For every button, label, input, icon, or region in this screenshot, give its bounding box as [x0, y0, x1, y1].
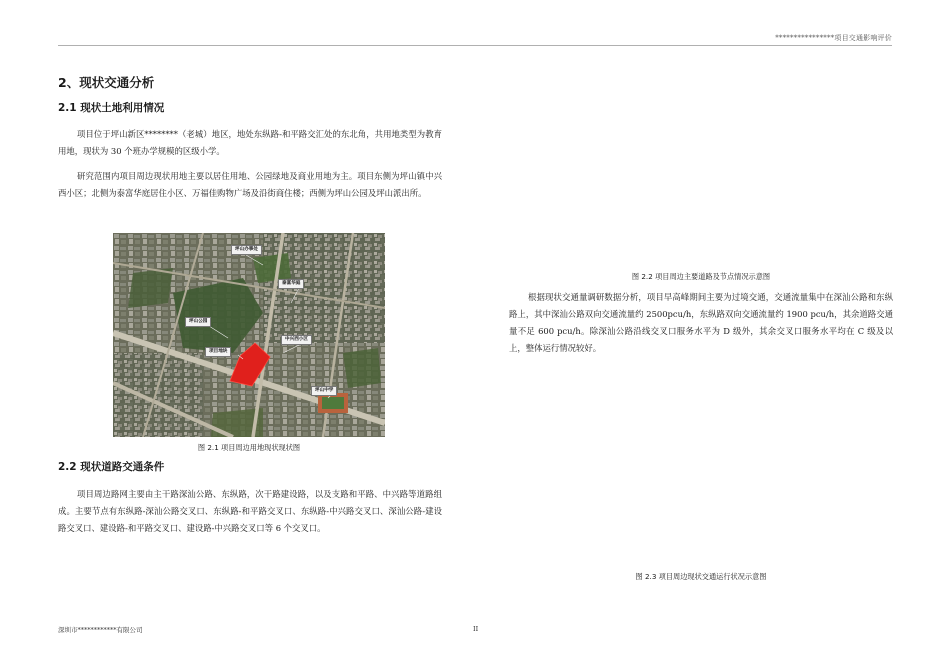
figure-2-1-caption: 图 2.1 项目周边用地现状现状图	[197, 443, 301, 452]
map-label-park: 坪山公园	[185, 317, 211, 327]
paragraph-land-use-1: 项目位于坪山新区********（老城）地区，地处东纵路-和平路交汇处的东北角，共用地类型为教育用地，现状为 30 个班办学规模的区级小学。	[58, 129, 442, 156]
satellite-map-figure	[113, 233, 385, 437]
section-title-2-2: 2.2 现状道路交通条件	[58, 461, 165, 473]
chapter-title: 2、现状交通分析	[58, 75, 155, 90]
paragraph-traffic-analysis: 根据现状交通量调研数据分析，项目早高峰期间主要为过境交通，交通流量集中在深汕公路和东纵路上，其中深汕公路双向交通流量约 2500pcu/h，东纵路双向交通流量约 1900 pcu/h，其余道路交通量不足 600 pcu/h。除深汕公路沿线交叉口服务水平为 D 级外，其余交叉口服务水平均在 C 级及以上，整体运行情况较好。	[509, 292, 893, 353]
map-label-office: 坪山办事处	[231, 245, 262, 255]
figure-2-2-caption: 图 2.2 项目周边主要道路及节点情况示意图	[631, 272, 771, 281]
running-header: ****************项目交通影响评价	[775, 34, 892, 42]
header-divider	[58, 45, 892, 46]
section-title-2-1: 2.1 现状土地利用情况	[58, 102, 165, 114]
figure-2-3-caption: 图 2.3 项目周边现状交通运行状况示意图	[635, 572, 767, 581]
map-label-taifu: 泰富华庭	[278, 279, 304, 289]
page-number: II	[473, 625, 479, 633]
map-label-school: 坪山中学	[311, 386, 337, 396]
map-label-project: 项目地块	[205, 347, 231, 357]
footer-company: 深圳市************有限公司	[58, 626, 143, 634]
paragraph-road-conditions: 项目周边路网主要由主干路深汕公路、东纵路，次干路建设路，以及支路和平路、中兴路等道路组成。主要节点有东纵路-深汕公路交叉口、东纵路-和平路交叉口、东纵路-中兴路交叉口、深汕公路-建设路交叉口、建设路-和平路交叉口、建设路-中兴路交叉口等 6 个交叉口。	[58, 489, 442, 533]
paragraph-land-use-2: 研究范围内项目周边现状用地主要以居住用地、公园绿地及商业用地为主。项目东侧为坪山镇中兴西小区；北侧为泰富华庭居住小区、万福佳购物广场及沿街商住楼；西侧为坪山公园及坪山派出所。	[58, 171, 442, 198]
map-label-zhongxing: 中兴西小区	[281, 335, 312, 345]
satellite-map-image	[113, 233, 385, 437]
